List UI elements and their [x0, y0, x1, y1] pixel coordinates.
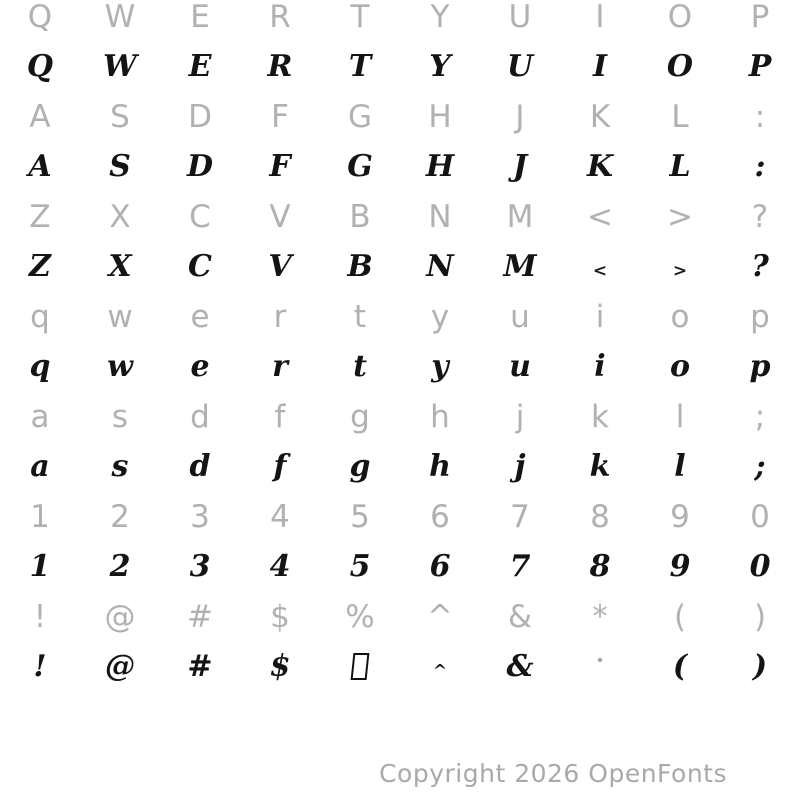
glyph-cell: S [109, 149, 131, 184]
glyph-cell: W [104, 0, 136, 35]
glyph-cell: 3 [190, 498, 210, 535]
glyph-cell: t [353, 349, 367, 384]
glyph-cell: I [592, 49, 608, 84]
glyph-cell: h [430, 398, 450, 435]
glyph-cell: i [595, 298, 605, 335]
glyph-cell: a [30, 398, 50, 435]
glyph-cell: : [754, 98, 766, 135]
glyph-cell: $ [269, 649, 291, 684]
glyph-cell: P [748, 49, 772, 84]
glyph-cell: % [345, 598, 375, 635]
glyph-cell: ) [752, 649, 768, 684]
glyph-cell: h [429, 449, 451, 484]
glyph-cell: M [506, 198, 534, 235]
glyph-cell: I [595, 0, 605, 35]
glyph-cell: B [349, 198, 371, 235]
glyph-cell: D [188, 98, 212, 135]
glyph-cell: j [514, 449, 526, 484]
glyph-row-specimen [0, 242, 800, 292]
glyph-cell: L [671, 98, 689, 135]
glyph-cell: > [667, 198, 693, 235]
glyph-cell: S [110, 98, 130, 135]
glyph-cell: k [591, 398, 609, 435]
glyph-cell: d [190, 398, 210, 435]
glyph-cell: E [188, 49, 212, 84]
glyph-cell: j [515, 398, 525, 435]
glyph-cell: a [30, 449, 50, 484]
glyph-row-reference [0, 0, 800, 42]
glyph-cell: 0 [750, 498, 770, 535]
glyph-cell: : [754, 149, 766, 184]
glyph-cell: T [350, 0, 370, 35]
glyph-row-specimen [0, 42, 800, 92]
glyph-cell: N [426, 249, 454, 284]
glyph-cell: Z [29, 198, 51, 235]
glyph-cell: B [347, 249, 373, 284]
glyph-cell: u [509, 349, 531, 384]
glyph-cell: q [30, 298, 50, 335]
glyph-cell: ! [33, 649, 47, 684]
glyph-cell: l [674, 449, 686, 484]
glyph-cell: 8 [589, 549, 611, 584]
glyph-cell: Y [430, 0, 450, 35]
glyph-cell: H [428, 98, 452, 135]
glyph-cell: ; [754, 449, 766, 484]
copyright-text: Copyright 2026 OpenFonts [379, 759, 727, 788]
glyph-cell: p [750, 298, 770, 335]
glyph-cell: 3 [189, 549, 211, 584]
glyph-cell: V [268, 249, 292, 284]
glyph-row-reference [0, 392, 800, 442]
glyph-cell: 2 [109, 549, 131, 584]
glyph-cell: F [271, 98, 289, 135]
glyph-cell: L [669, 149, 691, 184]
glyph-cell: 1 [30, 498, 50, 535]
glyph-row-reference [0, 492, 800, 542]
glyph-cell: < [587, 198, 613, 235]
glyph-cell: 8 [590, 498, 610, 535]
glyph-cell: # [187, 649, 213, 684]
glyph-cell: O [667, 0, 693, 35]
glyph-cell: r [272, 349, 288, 384]
glyph-cell: & [507, 598, 533, 635]
glyph-row-specimen [0, 342, 800, 392]
glyph-cell: # [187, 598, 213, 635]
glyph-cell: Q [27, 0, 53, 35]
glyph-cell: Y [429, 49, 451, 84]
glyph-cell: s [111, 398, 129, 435]
glyph-cell: @ [104, 598, 136, 635]
glyph-cell: 6 [430, 498, 450, 535]
glyph-cell: 7 [509, 549, 531, 584]
glyph-cell: q [29, 349, 51, 384]
glyph-cell: M [503, 249, 537, 284]
glyph-cell: @ [105, 649, 135, 684]
glyph-cell: w [107, 349, 133, 384]
glyph-cell: * [592, 598, 608, 635]
glyph-cell: 4 [270, 498, 290, 535]
glyph-cell: O [666, 49, 694, 84]
glyph-cell: 0 [749, 549, 771, 584]
glyph-cell: d [189, 449, 211, 484]
glyph-cell: g [349, 449, 371, 484]
glyph-cell: ^ [427, 598, 453, 635]
glyph-cell: g [350, 398, 370, 435]
missing-glyph-box [320, 652, 400, 682]
glyph-cell: > [672, 261, 688, 281]
glyph-cell: k [589, 449, 611, 484]
glyph-cell: r [273, 298, 287, 335]
glyph-cell: V [269, 198, 291, 235]
glyph-cell: ? [751, 249, 769, 284]
glyph-cell: D [186, 149, 213, 184]
glyph-row-reference [0, 192, 800, 242]
glyph-cell: R [269, 0, 291, 35]
glyph-cell: U [508, 0, 532, 35]
glyph-cell: G [347, 149, 373, 184]
glyph-cell: * [597, 657, 603, 668]
glyph-cell: K [589, 98, 611, 135]
glyph-cell: P [750, 0, 770, 35]
glyph-cell: X [108, 249, 132, 284]
glyph-row-reference [0, 92, 800, 142]
glyph-cell: 9 [669, 549, 691, 584]
glyph-row-specimen [0, 442, 800, 492]
glyph-cell: w [107, 298, 133, 335]
glyph-cell: f [273, 449, 287, 484]
glyph-cell: ? [751, 198, 769, 235]
glyph-cell: 4 [269, 549, 291, 584]
glyph-cell: ! [33, 598, 47, 635]
glyph-cell: J [512, 149, 528, 184]
glyph-cell: o [669, 349, 690, 384]
glyph-cell: E [190, 0, 210, 35]
glyph-cell: J [515, 98, 525, 135]
glyph-cell: i [594, 349, 606, 384]
glyph-cell: A [29, 98, 51, 135]
glyph-cell: 1 [29, 549, 51, 584]
glyph-cell: & [506, 649, 534, 684]
glyph-cell: F [269, 149, 291, 184]
glyph-cell: e [190, 298, 210, 335]
glyph-cell: u [510, 298, 530, 335]
glyph-cell: 5 [349, 549, 371, 584]
glyph-cell: C [188, 249, 212, 284]
glyph-cell: N [428, 198, 452, 235]
glyph-cell: e [190, 349, 210, 384]
glyph-cell: ( [673, 598, 687, 635]
glyph-cell: p [749, 349, 771, 384]
glyph-cell: y [430, 298, 450, 335]
glyph-cell: C [189, 198, 211, 235]
glyph-cell: 6 [429, 549, 451, 584]
glyph-cell: W [103, 49, 137, 84]
glyph-cell: K [586, 149, 614, 184]
glyph-cell: H [425, 149, 455, 184]
glyph-cell: Z [29, 249, 51, 284]
glyph-row-reference [0, 592, 800, 642]
glyph-cell: < [592, 261, 608, 281]
glyph-cell: Q [26, 49, 54, 84]
glyph-row-specimen [0, 542, 800, 592]
glyph-cell: X [109, 198, 131, 235]
glyph-cell: ) [753, 598, 767, 635]
glyph-cell: f [274, 398, 286, 435]
glyph-cell: ( [672, 649, 688, 684]
glyph-cell: s [111, 449, 129, 484]
glyph-cell: o [670, 298, 690, 335]
glyph-cell: t [353, 298, 367, 335]
glyph-cell: ; [754, 398, 766, 435]
glyph-cell: 5 [350, 498, 370, 535]
glyph-cell: l [675, 398, 685, 435]
glyph-row-specimen [0, 142, 800, 192]
glyph-cell: R [267, 49, 293, 84]
glyph-cell: 9 [670, 498, 690, 535]
glyph-row-reference [0, 292, 800, 342]
glyph-cell: 7 [510, 498, 530, 535]
glyph-row-specimen [0, 642, 800, 692]
glyph-cell: $ [270, 598, 290, 635]
glyph-cell: U [506, 49, 534, 84]
glyph-cell: y [431, 349, 449, 384]
glyph-cell: G [347, 98, 373, 135]
glyph-cell: A [28, 149, 52, 184]
glyph-cell: 2 [110, 498, 130, 535]
glyph-cell: T [348, 49, 372, 84]
glyph-cell: ^ [432, 661, 448, 681]
